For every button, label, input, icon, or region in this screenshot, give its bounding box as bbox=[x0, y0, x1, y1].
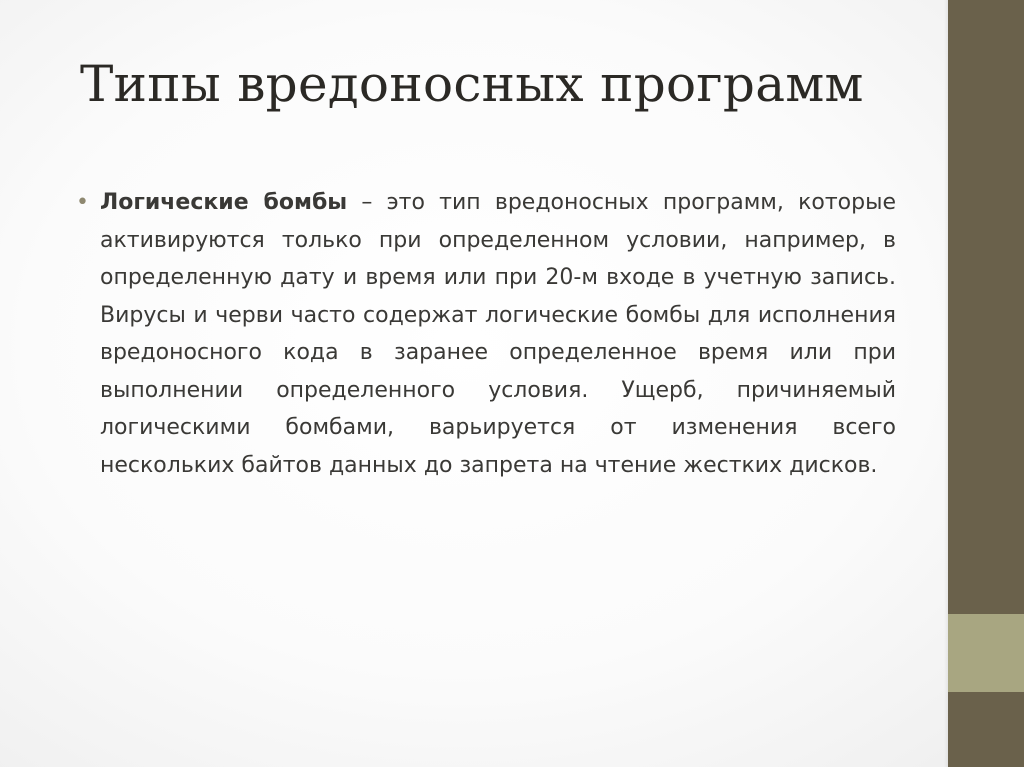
bullet-term: Логические бомбы bbox=[100, 190, 348, 215]
slide-title: Типы вредоносных программ bbox=[80, 55, 864, 113]
slide-body bbox=[76, 184, 896, 484]
bullet-dot-icon: • bbox=[76, 190, 89, 215]
bullet-paragraph bbox=[100, 184, 896, 484]
side-bar-accent bbox=[948, 614, 1024, 692]
bullet-description: – это тип вредоносных программ, которые активируются только при определенном условии, например, в определенную дату и время или при 20-м входе в учетную запись. Вирусы и черви часто содержат логические бомбы для исполнения вредоносного кода в заранее определенное время или при выполнении определенного условия. Ущерб, причиняемый логическими бомбами, варьируется от изменения всего нескольких байтов данных до запрета на чтение жестких дисков. bbox=[100, 190, 896, 478]
bullet-item bbox=[76, 184, 896, 484]
